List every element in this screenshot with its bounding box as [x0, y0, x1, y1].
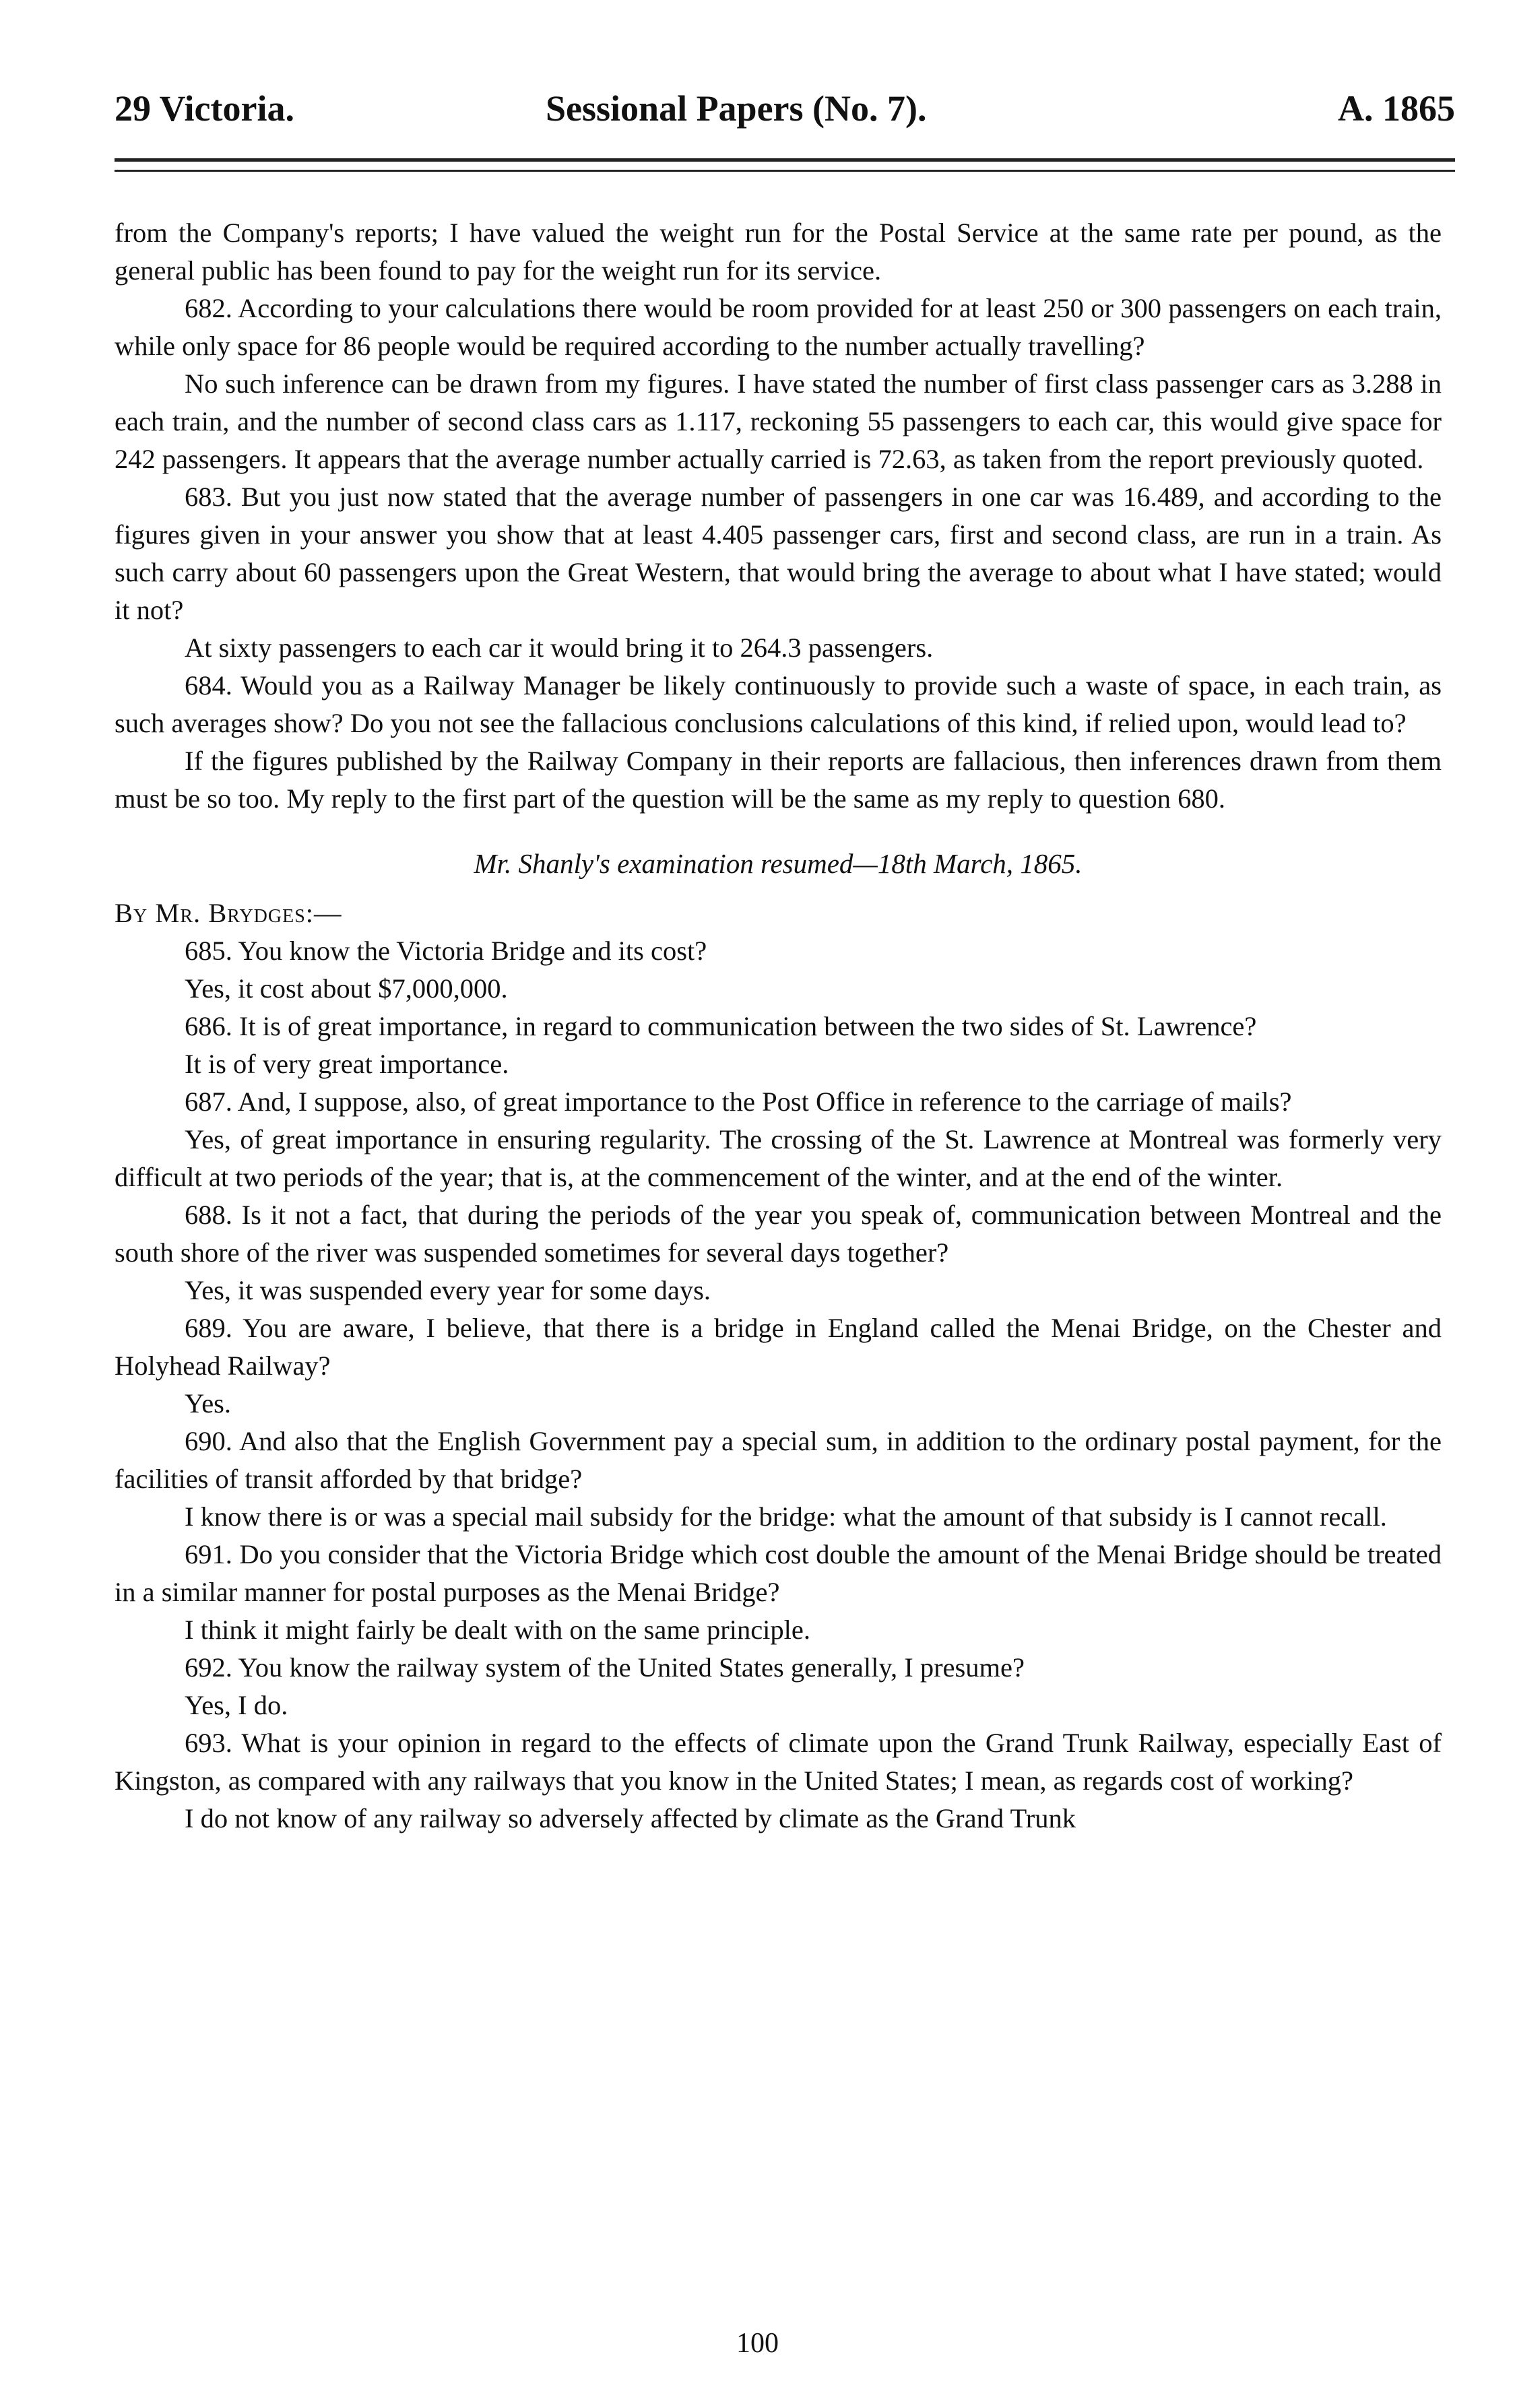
header-rule-thin [115, 170, 1455, 172]
answer-692: Yes, I do. [185, 1690, 288, 1720]
answer-685: Yes, it cost about $7,000,000. [185, 973, 508, 1004]
question-692: 692. You know the railway system of the United States generally, I presume? [185, 1652, 1025, 1683]
running-head [115, 81, 1455, 141]
question-683: 683. But you just now stated that the average number of passengers in one car was 16.489, and according to the figures given in your answer you show that at least 4.405 passenger cars, first and second class, are run in a train. As such carry about 60 passengers upon the Great Western, that would bring the average to about what I have stated; would it not? [115, 482, 1442, 625]
page-body [115, 214, 1442, 1837]
section-heading: Mr. Shanly's examination resumed—18th March, 1865. [474, 848, 1083, 879]
question-693: 693. What is your opinion in regard to the effects of climate upon the Grand Trunk Railway, especially East of Kingston, as compared with any railways that you know in the United States; I mean, as regards cost of working? [115, 1728, 1442, 1796]
page-number: 100 [736, 2328, 779, 2359]
question-691: 691. Do you consider that the Victoria Bridge which cost double the amount of the Menai Bridge should be treated in a similar manner for postal purposes as the Menai Bridge? [115, 1539, 1442, 1607]
question-685: 685. You know the Victoria Bridge and its cost? [185, 936, 707, 966]
header-title: Sessional Papers (No. 7). [546, 88, 927, 129]
question-687: 687. And, I suppose, also, of great importance to the Post Office in reference to the carriage of mails? [185, 1086, 1292, 1117]
answer-682: No such inference can be drawn from my figures. I have stated the number of first class passenger cars as 3.288 in each train, and the number of second class cars as 1.117, reckoning 55 passengers to each car, this would give space for 242 passengers. It appears that the average number actually carried is 72.63, as taken from the report previously quoted. [115, 368, 1442, 474]
answer-688: Yes, it was suspended every year for some days. [185, 1275, 711, 1305]
question-690: 690. And also that the English Government pay a special sum, in addition to the ordinary postal payment, for the facilities of transit afforded by that bridge? [115, 1426, 1442, 1494]
question-684: 684. Would you as a Railway Manager be likely continuously to provide such a waste of space, in each train, as such averages show? Do you not see the fallacious conclusions calculations of this kind, if relied upon, would lead to? [115, 670, 1442, 738]
header-year: A. 1865 [1338, 88, 1455, 129]
question-686: 686. It is of great importance, in regard to communication between the two sides of St. Lawrence? [185, 1011, 1257, 1041]
question-682: 682. According to your calculations there would be room provided for at least 250 or 300 passengers on each train, while only space for 86 people would be required according to the number actually travelling? [115, 293, 1442, 361]
paragraph-continuation: from the Company's reports; I have valued the weight run for the Postal Service at the same rate per pound, as the general public has been found to pay for the weight run for its service. [115, 218, 1442, 286]
answer-684: If the figures published by the Railway Company in their reports are fallacious, then inferences drawn from them must be so too. My reply to the first part of the question will be the same as my reply to question 680. [115, 746, 1442, 814]
answer-691: I think it might fairly be dealt with on the same principle. [185, 1615, 811, 1645]
header-rule-thick [115, 158, 1455, 162]
header-volume: 29 Victoria. [115, 88, 294, 129]
answer-689: Yes. [185, 1388, 232, 1419]
answer-693: I do not know of any railway so adversely affected by climate as the Grand Trunk [185, 1803, 1076, 1833]
examiner-line: By Mr. Brydges:— [115, 898, 342, 928]
answer-683: At sixty passengers to each car it would bring it to 264.3 passengers. [185, 632, 934, 663]
answer-687: Yes, of great importance in ensuring regularity. The crossing of the St. Lawrence at Montreal was formerly very difficult at two periods of the year; that is, at the commencement of the winter, and at the end of the winter. [115, 1124, 1442, 1192]
answer-686: It is of very great importance. [185, 1049, 509, 1079]
question-689: 689. You are aware, I believe, that there is a bridge in England called the Menai Bridge, on the Chester and Holyhead Railway? [115, 1313, 1442, 1381]
answer-690: I know there is or was a special mail subsidy for the bridge: what the amount of that subsidy is I cannot recall. [185, 1501, 1387, 1532]
question-688: 688. Is it not a fact, that during the periods of the year you speak of, communication between Montreal and the south shore of the river was suspended sometimes for several days together? [115, 1200, 1442, 1268]
